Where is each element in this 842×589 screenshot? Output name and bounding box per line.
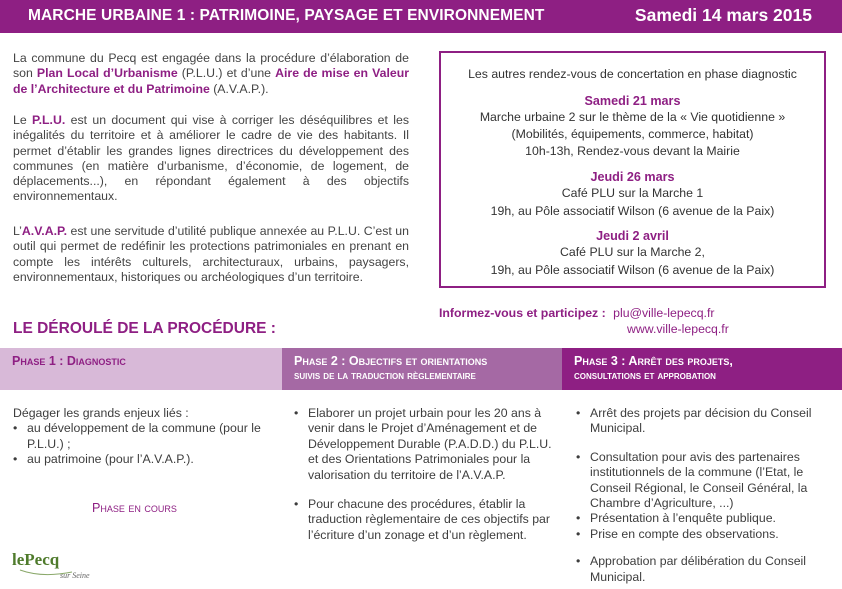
- list-item-text: Approbation par délibération du Conseil Municipal.: [590, 554, 807, 584]
- list-item: [294, 497, 556, 543]
- bullet-icon: •: [576, 449, 581, 464]
- contact-website-link[interactable]: www.ville-lepecq.fr: [627, 322, 729, 336]
- logo-graphic: [12, 548, 122, 584]
- agenda-2-line-2: 19h, au Pôle associatif Wilson (6 avenue de la Paix): [490, 204, 775, 218]
- avap-text-1: L’: [13, 224, 22, 238]
- list-item: [13, 452, 275, 467]
- list-item: [576, 527, 828, 542]
- procedure-title: LE DÉROULÉ DE LA PROCÉDURE :: [13, 320, 276, 337]
- agenda-3-line-1: Café PLU sur la Marche 2,: [560, 245, 705, 259]
- plu-paragraph: [13, 113, 409, 205]
- list-item-text: Consultation pour avis des partenaires institutionnels de la commune (l’Etat, le Conseil Régional, le Conseil Général, la Chambre d’Agriculture, ...): [590, 449, 808, 511]
- agenda-date-2: Jeudi 26 mars: [590, 170, 675, 184]
- bullet-icon: •: [576, 526, 581, 541]
- list-item-text: Présentation à l’enquête publique.: [590, 511, 776, 526]
- list-item: [576, 406, 828, 437]
- phase-3-label: Phase 3 : Arrêt des projets,: [574, 354, 733, 368]
- agenda-1-line-3: 10h-13h, Rendez-vous devant la Mairie: [525, 144, 740, 158]
- bullet-icon: •: [576, 406, 581, 420]
- bullet-icon: •: [576, 554, 581, 569]
- list-item-text: Elaborer un projet urbain pour les 20 ans à venir dans le Projet d’Aménagement et de Développement Durable (P.A.D.D.) du P.L.U. et des Orientations Patrimoniales pour la valorisation du territoire de l’A.V.A.P.: [308, 406, 552, 482]
- contact-block: [439, 306, 729, 336]
- avap-paragraph: [13, 224, 409, 285]
- bullet-icon: •: [294, 497, 299, 512]
- phase-1-label: Phase 1 : Diagnostic: [12, 354, 126, 368]
- avap-term: Aire de mise en Valeur de l’Architecture et du Patrimoine: [13, 66, 409, 96]
- phase-2-sublabel: suivis de la traduction règlementaire: [294, 370, 476, 382]
- contact-email-link[interactable]: plu@ville-lepecq.fr: [613, 306, 715, 320]
- plu-abbrev: P.L.U.: [32, 113, 66, 127]
- agenda-box: [439, 51, 826, 288]
- phase-1-intro: Dégager les grands enjeux liés :: [13, 406, 189, 420]
- page-title: MARCHE URBAINE 1 : PATRIMOINE, PAYSAGE ET ENVIRONNEMENT: [28, 7, 545, 24]
- phase-3-sublabel: consultations et approbation: [574, 370, 716, 382]
- phase-2-label: Phase 2 : Objectifs et orientations: [294, 354, 488, 368]
- list-item-text: Pour chacune des procédures, établir la traduction règlementaire de ces objectifs par l’écriture d’un zonage et d’un règlement.: [308, 497, 550, 542]
- phase-2-header: [282, 348, 562, 390]
- list-item: [576, 450, 828, 512]
- list-item-text: Prise en compte des observations.: [590, 526, 779, 541]
- phase-1-content: [13, 406, 275, 468]
- phase-2-content: [294, 406, 556, 543]
- list-item-text: au développement de la commune (pour le P.L.U.) ;: [27, 421, 261, 451]
- intro-text-1: La commune du Pecq est engagée dans la procédure d’élaboration de son: [13, 51, 409, 81]
- avap-abbrev: A.V.A.P.: [21, 224, 68, 238]
- list-item: [13, 421, 275, 452]
- plu-text-1: Le: [13, 113, 33, 127]
- agenda-2-line-1: Café PLU sur la Marche 1: [561, 186, 704, 200]
- agenda-1-line-2: (Mobilités, équipements, commerce, habitat): [511, 127, 754, 141]
- phase-3-header: [562, 348, 842, 390]
- event-date: Samedi 14 mars 2015: [634, 5, 812, 25]
- list-item-text: au patrimoine (pour l’A.V.A.P.).: [27, 452, 194, 467]
- logo-subtext: sur Seine: [60, 571, 90, 580]
- plu-term: Plan Local d’Urbanisme: [36, 66, 178, 81]
- avap-text-2: est une servitude d’utilité publique annexée au P.L.U. C’est un outil qui permet de redéfinir les protections patrimoniales en prenant en compte les intérêts culturels, architecturaux, urbains, paysagers, environnementaux, historiques ou archéologiques d’un territoire.: [13, 224, 409, 284]
- agenda-1-line-1: Marche urbaine 2 sur le thème de la « Vie quotidienne »: [479, 110, 786, 124]
- phase-1-header: [0, 348, 282, 390]
- intro-text-3: (A.V.A.P.).: [209, 81, 269, 96]
- list-item: [294, 406, 556, 483]
- intro-text-2: (P.L.U.) et d’une: [177, 66, 276, 81]
- agenda-3-line-2: 19h, au Pôle associatif Wilson (6 avenue de la Paix): [490, 263, 775, 277]
- phase-status: Phase en cours: [92, 501, 177, 515]
- list-item-text: Arrêt des projets par décision du Conseil Municipal.: [590, 406, 812, 436]
- agenda-date-3: Jeudi 2 avril: [596, 229, 669, 243]
- agenda-date-1: Samedi 21 mars: [584, 94, 681, 108]
- intro-paragraph: [13, 51, 409, 97]
- bullet-icon: •: [294, 406, 299, 420]
- logo-text: lePecq: [12, 550, 60, 569]
- bullet-icon: •: [576, 511, 581, 526]
- agenda-heading: Les autres rendez-vous de concertation en phase diagnostic: [468, 67, 797, 81]
- contact-label: Informez-vous et participez :: [439, 306, 606, 320]
- list-item: [576, 554, 828, 585]
- phase-3-content: [576, 406, 828, 585]
- list-item: [576, 511, 828, 526]
- bullet-icon: •: [13, 421, 18, 436]
- town-logo: [12, 548, 122, 584]
- plu-text-2: est un document qui vise à corriger les déséquilibres et les inégalités du territoire et à améliorer le cadre de vie des habitants. Il permet d’établir les grandes lignes directrices du développement des communes (en matière d’urbanisme, d’économie, de logement, de déplacements...), en répondant également à des objectifs environnementaux.: [13, 113, 409, 204]
- bullet-icon: •: [13, 452, 18, 467]
- header-bar: [0, 0, 842, 33]
